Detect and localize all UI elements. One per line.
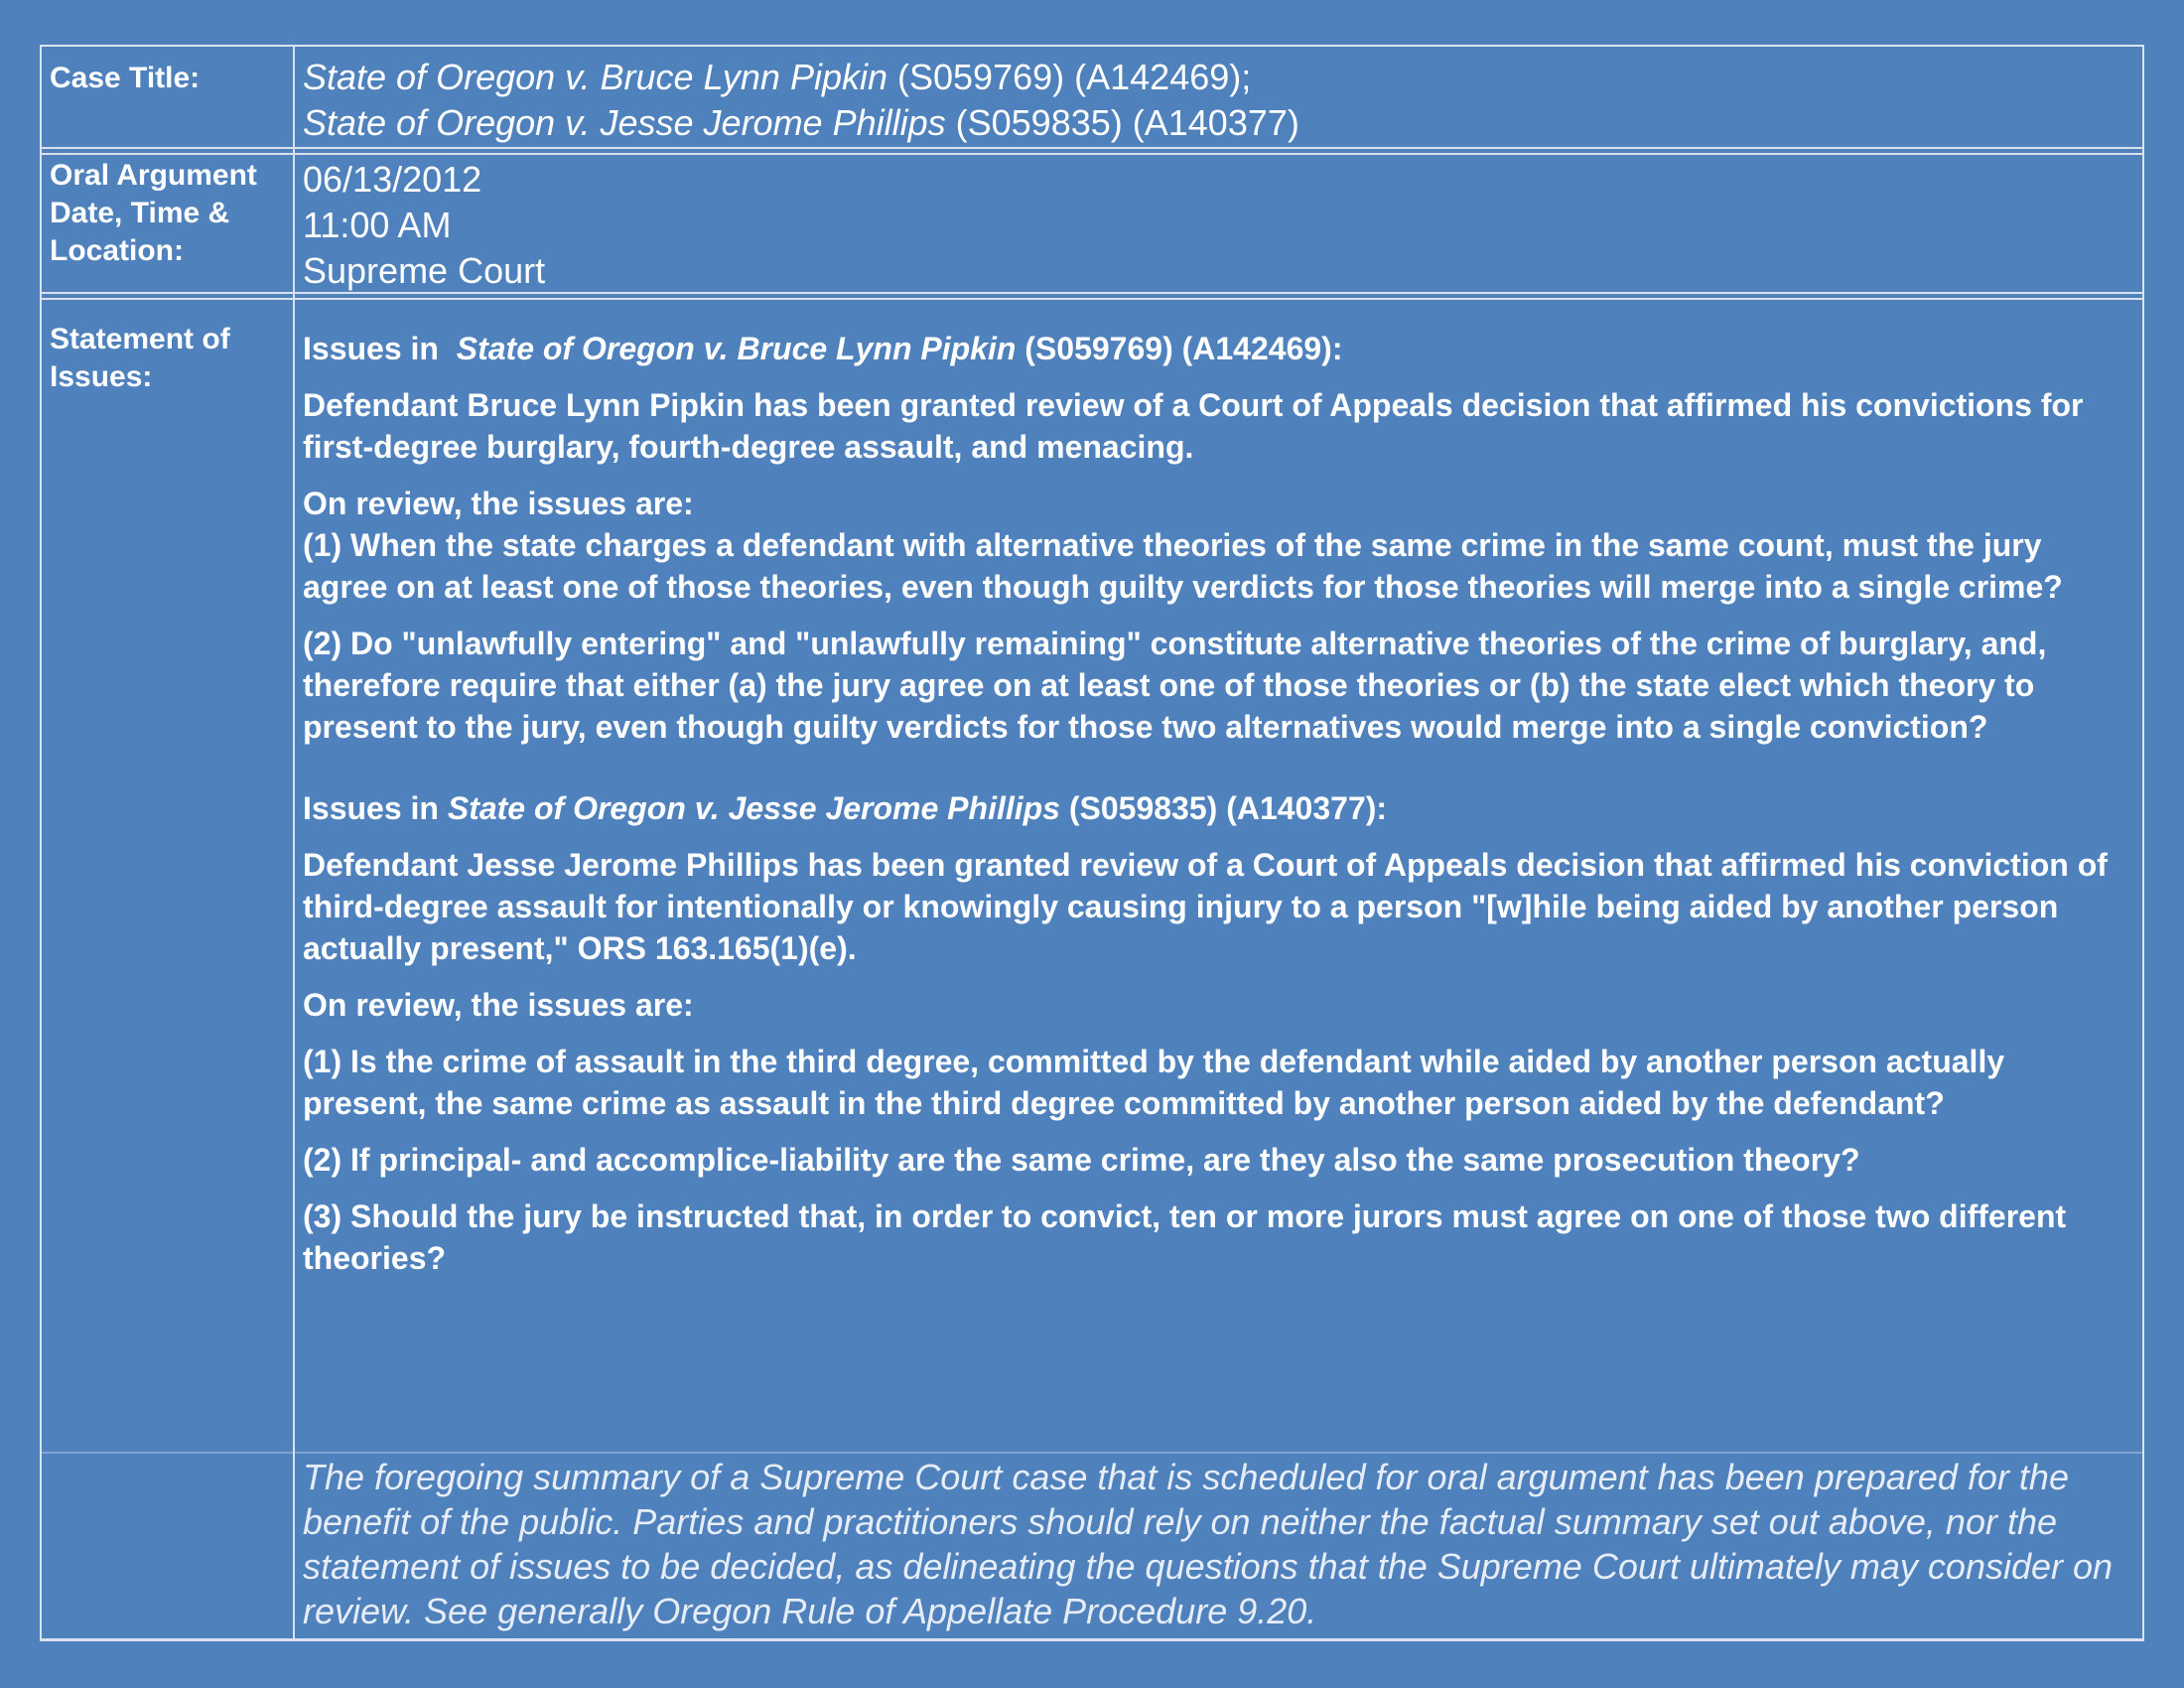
- case-title-pipkin-numbers: (S059769) (A142469);: [887, 57, 1252, 97]
- pipkin-issues-heading: [303, 328, 2129, 369]
- pipkin-heading-numbers: (S059769) (A142469):: [1016, 331, 1343, 366]
- phillips-issues-heading: [303, 787, 2129, 829]
- statement-label-line-2: Issues:: [50, 360, 153, 393]
- case-title-phillips: State of Oregon v. Jesse Jerome Phillips: [303, 102, 946, 143]
- oral-argument-location: Supreme Court: [303, 250, 546, 291]
- phillips-question-1: (1) Is the crime of assault in the third degree, committed by the defendant while aided by another person actually present, the same crime as assault in the third degree committed by another person aided by the defendant?: [303, 1044, 2005, 1121]
- case-title-line-1: [303, 55, 2129, 100]
- case-title-phillips-numbers: (S059835) (A140377): [945, 102, 1299, 143]
- case-title-label: [50, 60, 288, 97]
- oral-argument-time: 11:00 AM: [303, 205, 452, 245]
- case-title-line-2: [303, 100, 2129, 146]
- oral-argument-value: [303, 157, 2129, 294]
- pipkin-question-2: (2) Do "unlawfully entering" and "unlawfully remaining" constitute alternative theories of the crime of burglary, and, therefore require that either (a) the jury agree on at least one of those theories or (b) the state elect which theory to present to the jury, even though guilty verdicts for those two alternatives would merge into a single conviction?: [303, 626, 2047, 745]
- statement-label-line-1: Statement of: [50, 323, 230, 355]
- case-title-pipkin: State of Oregon v. Bruce Lynn Pipkin: [303, 57, 888, 97]
- pipkin-summary: Defendant Bruce Lynn Pipkin has been granted review of a Court of Appeals decision that affirmed his convictions for first-degree burglary, fourth-degree assault, and menacing.: [303, 387, 2084, 465]
- case-title-value: [303, 55, 2129, 146]
- oral-argument-label-line-3: Location:: [50, 234, 184, 267]
- pipkin-heading-case: State of Oregon v. Bruce Lynn Pipkin: [456, 331, 1017, 366]
- phillips-heading-prefix: Issues in: [303, 790, 448, 826]
- oral-argument-date: 06/13/2012: [303, 159, 482, 200]
- case-title-label-text: Case Title:: [50, 62, 201, 94]
- oral-argument-label: [50, 157, 288, 270]
- pipkin-issues-intro: On review, the issues are:: [303, 486, 694, 521]
- row-divider-oral-inner: [42, 298, 2142, 300]
- oral-argument-label-line-2: Date, Time &: [50, 197, 230, 229]
- oral-argument-label-line-1: Oral Argument: [50, 159, 257, 192]
- phillips-heading-case: State of Oregon v. Jesse Jerome Phillips: [447, 790, 1060, 826]
- public-summary-disclaimer: The foregoing summary of a Supreme Court case that is scheduled for oral argument has been prepared for the benefit of the public. Parties and practitioners should rely on neither the factual summary set out above, nor the statement of issues to be decided, as delineating the questions that the Supreme Court ultimately may consider on review. See generally Oregon Rule of Appellate Procedure 9.20.: [303, 1457, 2114, 1631]
- pipkin-heading-prefix: Issues in: [303, 331, 457, 366]
- pipkin-question-1: (1) When the state charges a defendant with alternative theories of the same crime in the same count, must the jury agree on at least one of those theories, even though guilty verdicts for those theories will merge into a single crime?: [303, 527, 2063, 605]
- phillips-heading-numbers: (S059835) (A140377):: [1059, 790, 1388, 826]
- statement-of-issues-label: [50, 321, 288, 396]
- phillips-summary: Defendant Jesse Jerome Phillips has been granted review of a Court of Appeals decision that affirmed his conviction of third-degree assault for intentionally or knowingly causing injury to a person "[w]hile being aided by another person actually present," ORS 163.165(1)(e).: [303, 847, 2108, 966]
- phillips-question-3: (3) Should the jury be instructed that, in order to convict, ten or more jurors must agree on one of those two different theories?: [303, 1198, 2067, 1276]
- column-divider: [293, 47, 295, 1639]
- row-divider-title: [42, 147, 2142, 149]
- phillips-question-2: (2) If principal- and accomplice-liability are the same crime, are they also the same prosecution theory?: [303, 1142, 1860, 1178]
- phillips-issues-intro: On review, the issues are:: [303, 987, 694, 1023]
- row-divider-title-inner: [42, 153, 2142, 155]
- statement-of-issues-body: [303, 328, 2129, 1279]
- row-divider-disclaimer: [42, 1452, 2142, 1454]
